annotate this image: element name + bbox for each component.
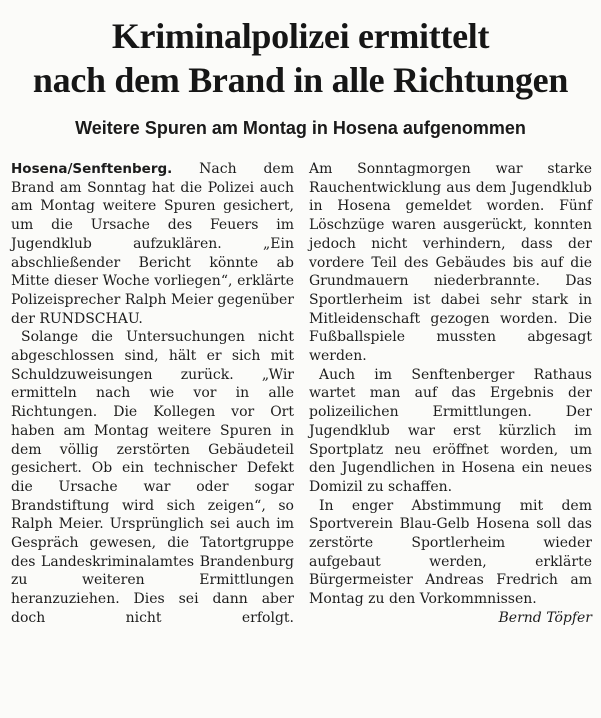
headline-line-1: Kriminalpolizei ermittelt [111, 16, 490, 56]
article-column-right [309, 160, 592, 628]
paragraph: Solange die Untersuchungen nicht abgeschlossen sind, hält er sich mit Schuldzuweisungen zurück. „Wir ermitteln nach wie vor in alle Richtungen. Die Kollegen vor Ort haben am Montag weitere Spuren in dem völlig zerstörten Gebäudeteil gesichert. Ob ein technischer Defekt die Ursache war oder sogar Brandstiftung wird sich zeigen“, so Ralph Meier. Ursprünglich sei auch im Gespräch gewesen, die Tatortgruppe des Landeskriminalamtes Brandenburg zu weiteren Ermittlungen heranzuziehen. Dies sei dann aber doch nicht erfolgt. [11, 329, 294, 626]
headline-line-2: nach dem Brand in alle Richtungen [32, 60, 569, 100]
headline [0, 14, 601, 102]
paragraph-text: In enger Abstimmung mit dem Sportverein Blau-Gelb Hosena soll das zerstörte Sportlerheim wieder aufgebaut werden, erklärte Bürgermeister Andreas Fredrich am Montag zu den Vorkommnissen. [309, 497, 592, 608]
paragraph: Auch im Senftenberger Rathaus wartet man auf das Ergebnis der polizeilichen Ermittlungen. Der Jugendklub war erst kürzlich im Sportplatz neu eröffnet worden, um den Jugendlichen in Hosena ein neues Domizil zu schaffen. [309, 366, 592, 495]
article-column-left [11, 160, 294, 628]
dateline: Hosena/Senftenberg. [11, 161, 173, 177]
column-divider [301, 160, 302, 705]
author-byline: Bernd Töpfer [498, 609, 592, 626]
subheadline: Weitere Spuren am Montag in Hosena aufgenommen [75, 118, 526, 138]
paragraph: Am Sonntagmorgen war starke Rauchentwicklung aus dem Jugendklub in Hosena gemeldet worden. Fünf Löschzüge waren ausgerückt, konnten jedoch nicht verhindern, dass der vordere Teil des Gebäudes bis auf die Grundmauern niederbrannte. Das Sportlerheim ist dabei sehr stark in Mitleidenschaft gezogen worden. Die Fußballspiele mussten abgesagt werden. [309, 161, 592, 365]
paragraph [309, 497, 592, 626]
paragraph [11, 160, 294, 328]
paragraph-text: Nach dem Brand am Sonntag hat die Polizei auch am Montag weitere Spuren gesichert, um die Ursache des Feuers im Jugendklub aufzuklären. „Ein abschließender Bericht könnte ab Mitte dieser Woche vorliegen“, erklärte Polizeisprecher Ralph Meier gegenüber der RUNDSCHAU. [11, 161, 294, 327]
